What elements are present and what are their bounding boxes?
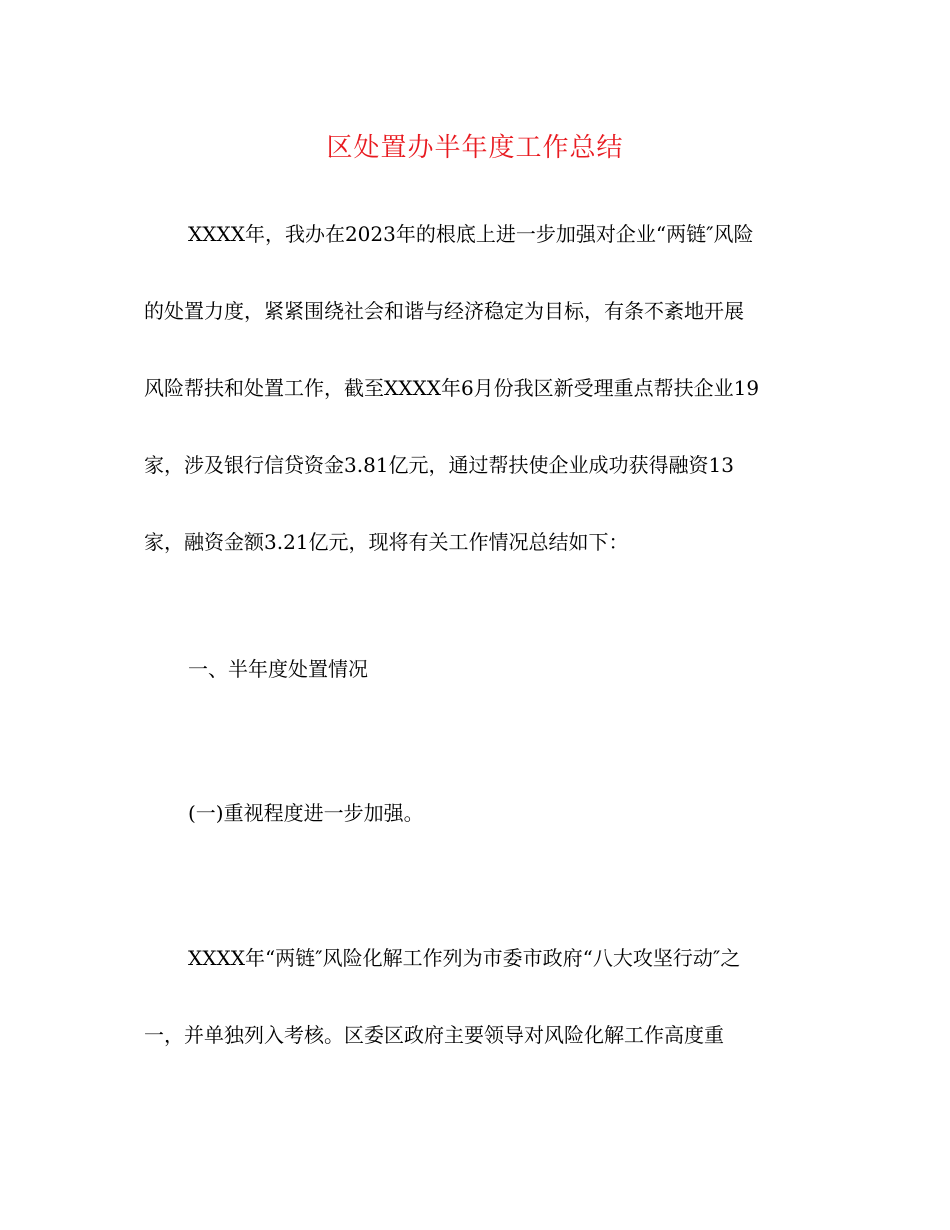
section-heading-text: 一、半年度处置情况 [188, 657, 368, 681]
body-line: XXXX年“两链″风险化解工作列为市委市政府“八大攻坚行动″之 [188, 946, 741, 970]
intro-line: 的处置力度，紧紧围绕社会和谐与经济稳定为目标，有条不紊地开展 [144, 299, 744, 323]
body-paragraph [144, 945, 806, 1099]
intro-line: 家，涉及银行信贷资金3.81亿元，通过帮扶使企业成功获得融资13 [144, 453, 734, 477]
subsection-heading-text: (一)重视程度进一步加强。 [188, 801, 424, 825]
document-title: 区处置办半年度工作总结 [326, 133, 624, 163]
intro-line: XXXX年，我办在2023年的根底上进一步加强对企业“两链″风险 [188, 222, 754, 246]
section-heading [144, 656, 806, 682]
body-line: 一，并单独列入考核。区委区政府主要领导对风险化解工作高度重 [144, 1023, 724, 1047]
intro-line: 风险帮扶和处置工作，截至XXXX年6月份我区新受理重点帮扶企业19 [144, 376, 760, 400]
subsection-heading [144, 800, 806, 826]
intro-line: 家，融资金额3.21亿元，现将有关工作情况总结如下： [144, 530, 629, 554]
intro-paragraph [144, 221, 806, 555]
